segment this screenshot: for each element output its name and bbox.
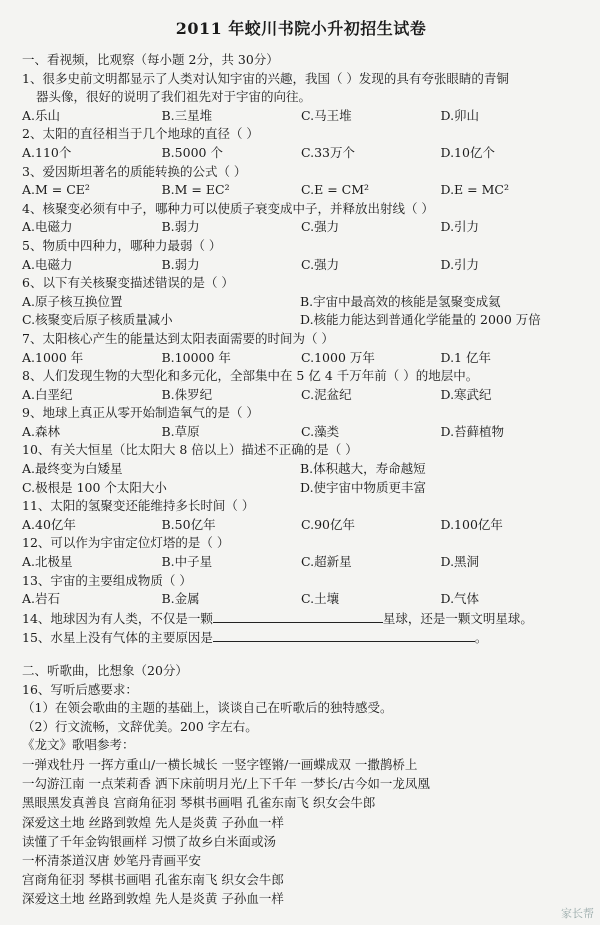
question-14 [22,609,580,629]
option-c: C.超新星 [301,554,352,570]
question-5-stem: 5、物质中四种力，哪种力最弱（ ） [22,237,222,253]
question-2-stem: 2、太阳的直径相当于几个地球的直径（ ） [22,126,259,142]
answer-blank[interactable] [213,628,475,642]
question-15 [22,628,580,648]
option-a: A.乐山 [22,107,61,123]
option-c: C.1000 万年 [301,349,375,365]
option-d: D.黑洞 [440,554,480,570]
section-heading-1: 一、看视频，比观察（每小题 2分，共 30分） [22,52,279,67]
option-d: D.1 亿年 [440,349,491,365]
question-11-options [22,516,580,535]
option-b: B.弱力 [161,219,200,235]
option-c: C.强力 [301,219,340,235]
option-a: A.电磁力 [22,256,73,272]
option-a: A.北极星 [22,554,73,570]
option-b: B.体积越大，寿命越短 [300,461,426,477]
option-a: A.岩石 [22,591,61,607]
option-d: D.10亿个 [440,144,495,160]
question-6-options-row1 [22,293,580,312]
lyric-line: 读懂了千年金钩银画样 习惯了故乡白米面或汤 [22,833,276,849]
option-a: A.M = CE² [22,182,90,198]
question-10-options-row2 [22,479,580,498]
lyric-line: 深爱这土地 丝路到敦煌 先人是炎黄 子孙血一样 [22,891,284,907]
lyric-line: 一弹戏牡丹 一挥方重山/一横长城长 一竖字铿锵/一画蝶成双 一撒鹊桥上 [22,756,418,772]
option-c: C.强力 [301,256,340,272]
question-1-options [22,107,580,126]
question-6-stem: 6、以下有关核聚变描述错误的是（ ） [22,275,234,291]
option-a: A.电磁力 [22,219,73,235]
option-c: C.藻类 [301,423,340,439]
question-7-options [22,349,580,368]
question-12-options [22,553,580,572]
option-a: A.40亿年 [22,516,76,532]
watermark: 家长帮 [561,907,594,920]
question-15-post: 。 [474,630,488,646]
option-b: B.50亿年 [161,516,216,532]
option-c: C.土壤 [301,591,340,607]
option-a: A.最终变为白矮星 [22,461,123,477]
option-c: C.E = CM² [301,182,370,198]
option-c: C.马王堆 [301,107,352,123]
option-b: B.草原 [161,423,200,439]
option-a: A.110个 [22,144,72,160]
option-d: D.使宇宙中物质更丰富 [300,479,427,495]
option-b: B.10000 年 [161,349,231,365]
question-10-stem: 10、有关大恒星（比太阳大 8 倍以上）描述不正确的是（ ） [22,442,358,458]
question-3-options [22,181,580,200]
question-4-options [22,218,580,237]
option-d: D.核能力能达到普通化学能量的 2000 万倍 [300,312,541,328]
lyric-line: 黑眼黑发真善良 宫商角征羽 琴棋书画唱 孔雀东南飞 织女会牛郎 [22,795,376,811]
question-6-options-row2 [22,311,580,330]
question-4-stem: 4、核聚变必须有中子，哪种力可以使质子衰变成中子，并释放出射线（ ） [22,200,434,216]
option-d: D.卯山 [440,107,480,123]
option-b: B.金属 [161,591,200,607]
question-14-post: 星球，还是一颗文明星球。 [382,610,533,626]
question-13-options [22,590,580,609]
question-1-stem-cont: 器头像，很好的说明了我们祖先对于宇宙的向往。 [36,89,312,105]
lyric-line: 宫商角征羽 琴棋书画唱 孔雀东南飞 织女会牛郎 [22,872,284,888]
question-7-stem: 7、太阳核心产生的能量达到太阳表面需要的时间为（ ） [22,330,334,346]
option-b: B.5000 个 [161,144,223,160]
option-d: D.100亿年 [440,516,503,532]
option-c: C.33万个 [301,144,355,160]
option-d: D.引力 [440,219,480,235]
option-a: A.白垩纪 [22,386,73,402]
section-heading-2: 二、听歌曲，比想象（20分） [22,663,188,678]
question-14-pre: 14、地球因为有人类，不仅是一颗 [22,610,213,626]
question-16-stem: 16、写听后感要求： [22,681,138,697]
option-a: A.原子核互换位置 [22,293,123,309]
option-b: B.弱力 [161,256,200,272]
question-3-stem: 3、爱因斯坦著名的质能转换的公式（ ） [22,163,247,179]
question-13-stem: 13、宇宙的主要组成物质（ ） [22,572,192,588]
answer-blank[interactable] [213,609,383,623]
question-15-pre: 15、水星上没有气体的主要原因是 [22,630,213,646]
option-d: D.引力 [440,256,480,272]
lyrics-title: 《龙文》歌唱参考： [22,737,135,753]
option-b: B.三星堆 [161,107,213,123]
option-c: C.90亿年 [301,516,355,532]
option-d: D.苔藓植物 [440,423,505,439]
lyric-line: 深爱这土地 丝路到敦煌 先人是炎黄 子孙血一样 [22,814,284,830]
lyric-line: 一勾游江南 一点茉莉香 洒下床前明月光/上下千年 一梦长/古今如一龙凤凰 [22,776,430,792]
option-c: C.泥盆纪 [301,386,352,402]
option-c: C.极根是 100 个太阳大小 [22,479,167,495]
option-b: B.侏罗纪 [161,386,213,402]
question-9-stem: 9、地球上真正从零开始制造氧气的是（ ） [22,405,259,421]
option-d: D.气体 [440,591,480,607]
option-b: B.中子星 [161,554,213,570]
question-8-stem: 8、人们发现生物的大型化和多元化，全部集中在 5 亿 4 千万年前（ ）的地层中。 [22,368,479,384]
option-a: A.森林 [22,423,61,439]
question-1-stem: 1、很多史前文明都显示了人类对认知宇宙的兴趣，我国（ ）发现的具有夸张眼睛的青铜 [22,70,509,86]
option-b: B.M = EC² [161,182,230,198]
option-d: D.E = MC² [440,182,509,198]
question-12-stem: 12、可以作为宇宙定位灯塔的是（ ） [22,535,230,551]
question-11-stem: 11、太阳的氢聚变还能维持多长时间（ ） [22,498,255,514]
question-10-options-row1 [22,460,580,479]
option-c: C.核聚变后原子核质量减小 [22,312,173,328]
question-8-options [22,386,580,405]
option-a: A.1000 年 [22,349,84,365]
option-b: B.宇宙中最高效的核能是氢聚变成氦 [300,293,501,309]
option-d: D.寒武纪 [440,386,492,402]
question-2-options [22,144,580,163]
question-16-req-1: （1）在领会歌曲的主题的基础上，谈谈自己在听歌后的独特感受。 [22,700,393,716]
question-5-options [22,256,580,275]
question-16-req-2: （2）行文流畅，文辞优美。200 字左右。 [22,718,258,734]
page-title: 2011 年蛟川书院小升初招生试卷 [175,19,427,38]
lyric-line: 一杯清茶道汉唐 妙笔丹青画平安 [22,852,201,868]
question-9-options [22,423,580,442]
